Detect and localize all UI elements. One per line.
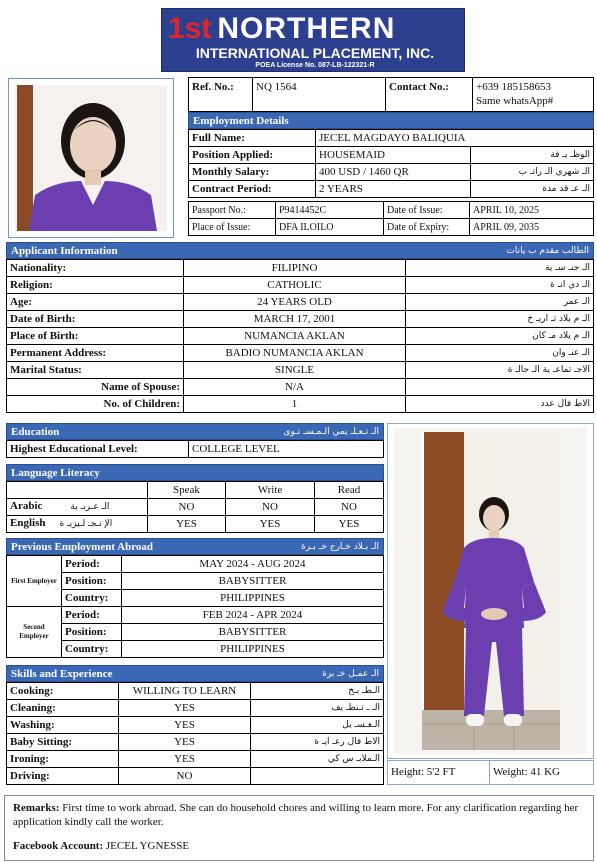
previous-employment-table: First Employer Period: MAY 2024 - AUG 2024 Position: BABYSITTER Country: PHILIPPINES Second Employer Period: FEB 2024 - APR 2024 Position: BABYSITTER Country: PHILIPPINES — [6, 555, 384, 658]
employment-row: Monthly Salary: 400 USD / 1460 QR الـ شهري الـ راتـ ب — [189, 164, 594, 181]
applicant-info-header: Applicant Information الطالب مقدم ب يانات — [6, 242, 594, 259]
contact-cell — [473, 78, 594, 112]
employment-row: Full Name: JECEL MAGDAYO BALIQUIA — [189, 130, 594, 147]
language-arabic: Arabic الـ عـربـ ية — [7, 499, 148, 516]
profile-photo — [8, 78, 174, 238]
education-table: Highest Educational Level: COLLEGE LEVEL — [6, 440, 384, 458]
passport-table: Passport No.: P9414452C Date of Issue: APRIL 10, 2025 Place of Issue: DFA ILOILO Date of Expiry: APRIL 09, 2035 — [188, 201, 594, 236]
logo-brand: NORTHERN — [217, 12, 396, 45]
full-body-photo — [387, 423, 594, 759]
employment-row: Contract Period: 2 YEARS الـ عـ قد مدة — [189, 181, 594, 198]
ref-label: Ref. No.: — [189, 78, 253, 112]
logo-prefix: 1st — [168, 12, 212, 45]
language-table: Speak Write Read Arabic الـ عـربـ ية NO NO NO English الإ نـجـ لـيزيـ ة YES YES YES — [6, 481, 384, 533]
company-logo — [161, 8, 465, 72]
language-header: Language Literacy — [6, 464, 384, 481]
skills-header: Skills and Experience الـ عمـل خـ برة — [6, 665, 384, 682]
portrait-image — [15, 85, 167, 231]
contact-note: Same whatsApp# — [476, 95, 554, 107]
applicant-table: Nationality: FILIPINO الـ جنـ سـ ية Religion: CATHOLIC الـ دي انـ ة Age: 24 YEARS OLD الـ عمر Date of Birth: MARCH 17, 2001 الـ م يلاد تـ اريـ خ Place of Birth: NUMANCIA AKLAN الـ م يلاد مـ كان Permanent Address: BADIO NUMANCIA AKLAN الـ عنـ وان Marital Status: SINGLE الاجـ تماعـ ية الـ حالـ ة Name of Spouse: N/A No. of Children: 1 الاط فال عدد — [6, 259, 594, 413]
logo-license: POEA License No. 087-LB-122321-R — [255, 62, 375, 69]
body-measurements: Height: 5'2 FT Weight: 41 KG — [387, 760, 594, 785]
previous-employment-header: Previous Employment Abroad الـ بـلاد خـارج خـ بـرة — [6, 538, 384, 555]
full-body-image — [394, 428, 587, 754]
employment-details-header: Employment Details — [188, 112, 594, 129]
education-header: Education الـ تـعـلـ يمي الـمـسـ تـوى — [6, 423, 384, 440]
ref-value: NQ 1564 — [253, 78, 386, 112]
language-english: English الإ نـجـ لـيزيـ ة — [7, 516, 148, 533]
employment-row: Position Applied: HOUSEMAID الوظـ يـ فة — [189, 147, 594, 164]
facebook-account: Facebook Account: JECEL YGNESSE — [13, 840, 190, 852]
contact-value: +639 185158653 — [476, 81, 551, 93]
reference-table — [188, 77, 594, 112]
employment-table — [188, 129, 594, 198]
contact-label: Contact No.: — [386, 78, 473, 112]
remarks-text: Remarks: First time to work abroad. She can do household chores and willing to learn more. For any clarification regarding her application kindly call the worker. — [13, 802, 579, 828]
skills-table: Cooking: WILLING TO LEARN الـطـ بـخ Cleaning: YES الـ ـ تـنظـ يف Washing: YES الـغـسـ يل Baby Sitting: YES الاط فال رعـ ايـ ة Ironing: YES الـملابـ س كي Driving: NO — [6, 682, 384, 785]
remarks-box — [4, 795, 594, 861]
logo-subtitle: INTERNATIONAL PLACEMENT, INC. — [195, 45, 435, 61]
